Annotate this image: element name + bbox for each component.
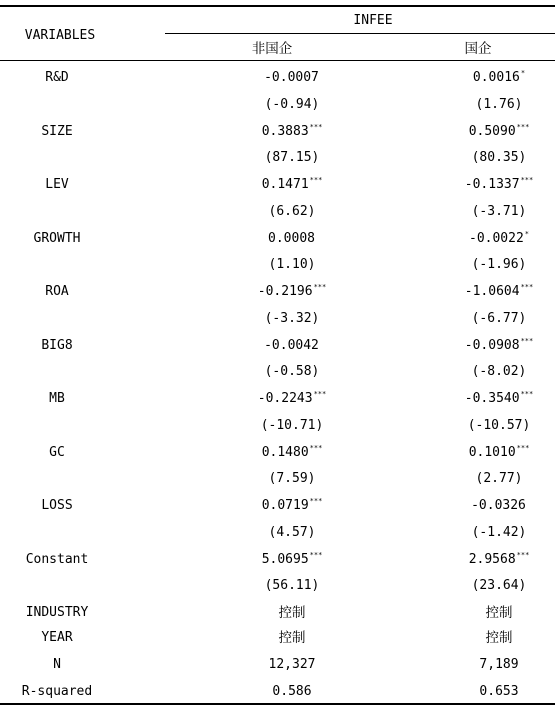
dependent-variable-header: INFEE [353,13,393,28]
coefficient-non-soe [268,231,316,247]
variable-name: GROWTH [33,230,81,246]
coefficient-non-soe [262,124,323,140]
t-stat-non-soe: (6.62) [268,203,316,219]
t-stat-soe: (1.76) [475,96,523,112]
t-stat-non-soe: (-10.71) [260,417,324,433]
t-stat-non-soe: (87.15) [264,150,320,165]
footer-value-soe: 0.653 [479,684,519,699]
coefficient-value: 0.0719 [261,498,309,513]
variable-name: LOSS [41,498,73,513]
significance-stars: *** [309,497,323,505]
variables-header: VARIABLES [24,28,96,43]
coefficient-non-soe [262,445,323,461]
coefficient-non-soe [258,284,326,300]
coefficient-soe [465,284,533,300]
coefficient-value: -0.2196 [257,284,313,299]
coefficient-soe [465,177,533,193]
variable-name: BIG8 [41,337,73,353]
column-header-non-soe: 非国企 [251,41,293,57]
coefficient-value: -0.1337 [464,177,520,192]
footer-value-non-soe: 控制 [278,630,306,646]
footer-label: R-squared [21,684,93,699]
coefficient-non-soe [262,552,323,568]
coefficient-value: 0.3883 [261,123,309,139]
t-stat-non-soe: (-0.58) [264,364,320,379]
coefficient-value: -0.0007 [264,70,319,85]
t-stat-soe: (23.64) [471,578,527,593]
coefficient-non-soe [262,177,323,193]
t-stat-non-soe: (-3.32) [264,310,320,326]
significance-stars: *** [520,283,534,291]
variable-name: LEV [45,177,69,192]
footer-value-non-soe: 0.586 [272,684,312,699]
table-top-rule [0,5,555,7]
header-sub-rule [165,33,555,34]
significance-stars: *** [313,283,327,291]
coefficient-soe [469,124,530,140]
header-bottom-rule [0,60,555,61]
footer-value-soe: 控制 [485,630,513,646]
significance-stars: *** [309,176,323,184]
coefficient-value: 0.0016 [472,70,520,85]
significance-stars: * [524,229,530,238]
coefficient-value: 0.5090 [468,123,516,139]
table-bottom-rule [0,703,555,705]
coefficient-value: -0.0908 [464,337,520,353]
significance-stars: *** [520,176,534,184]
coefficient-non-soe [262,498,323,514]
footer-label: INDUSTRY [25,605,89,620]
coefficient-non-soe [258,391,326,407]
coefficient-soe [469,552,530,568]
significance-stars: *** [516,550,530,559]
significance-stars: *** [520,336,534,345]
variable-name: R&D [45,70,69,85]
significance-stars: * [520,69,526,77]
coefficient-value: -0.3540 [464,391,520,406]
significance-stars: *** [309,122,323,131]
t-stat-soe: (80.35) [471,150,527,165]
footer-value-soe: 7,189 [479,657,519,672]
t-stat-soe: (-10.57) [467,417,531,433]
coefficient-value: -1.0604 [464,284,520,299]
footer-label: YEAR [41,630,73,645]
coefficient-soe [471,498,527,514]
variable-name: GC [49,444,65,460]
variable-name: SIZE [41,123,73,139]
significance-stars: *** [516,122,530,131]
variable-name: MB [49,391,65,406]
footer-label: N [53,657,61,672]
coefficient-value: 5.0695 [261,551,309,567]
significance-stars: *** [516,443,530,452]
coefficient-soe [473,70,525,86]
footer-value-non-soe: 控制 [278,605,306,621]
t-stat-non-soe: (4.57) [268,524,316,540]
column-header-soe: 国企 [464,41,492,57]
coefficient-soe [465,338,533,354]
coefficient-value: 0.1480 [261,444,309,460]
coefficient-value: 0.1010 [468,444,516,460]
coefficient-soe [469,231,529,247]
coefficient-non-soe [264,338,320,354]
significance-stars: *** [520,390,534,398]
coefficient-value: -0.0022 [468,230,524,246]
coefficient-soe [465,391,533,407]
coefficient-soe [469,445,530,461]
t-stat-non-soe: (56.11) [264,578,320,593]
t-stat-soe: (-6.77) [471,310,527,326]
t-stat-non-soe: (-0.94) [264,96,320,112]
footer-value-soe: 控制 [485,605,513,621]
coefficient-non-soe [264,70,320,86]
footer-value-non-soe: 12,327 [268,657,316,672]
t-stat-soe: (-8.02) [471,364,527,379]
variable-name: Constant [25,551,89,567]
t-stat-soe: (-3.71) [471,203,527,219]
coefficient-value: 2.9568 [468,551,516,567]
coefficient-value: 0.0008 [268,230,315,246]
coefficient-value: -0.0042 [264,337,319,353]
significance-stars: *** [309,550,323,559]
t-stat-soe: (2.77) [475,471,523,486]
t-stat-non-soe: (7.59) [268,471,316,486]
coefficient-value: -0.0326 [471,498,526,513]
coefficient-value: -0.2243 [257,391,313,406]
significance-stars: *** [309,443,323,452]
coefficient-value: 0.1471 [261,177,309,192]
t-stat-non-soe: (1.10) [268,257,316,272]
variable-name: ROA [45,284,69,299]
significance-stars: *** [313,390,327,398]
t-stat-soe: (-1.96) [471,257,527,272]
t-stat-soe: (-1.42) [471,524,527,540]
